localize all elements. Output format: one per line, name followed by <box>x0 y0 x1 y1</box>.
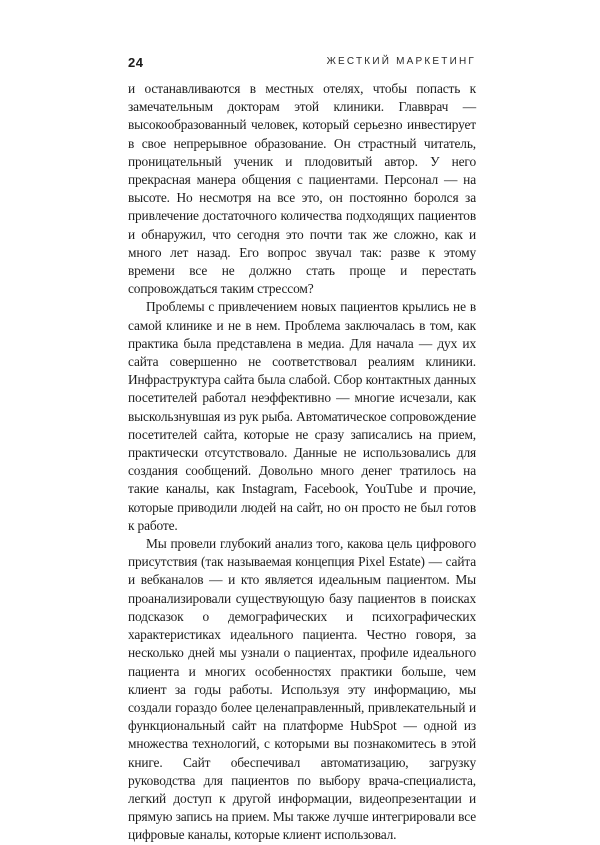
paragraph-1: и останавливаются в местных отелях, чтобы попасть к замечательным докторам этой клиники. Главврач — высокообразованный человек, который серьезно инвестирует в свое непрерывное образование. Он страстный читатель, проницательный ученик и плодовитый автор. У него прекрасная манера общения с пациентами. Персонал — на высоте. Но несмотря на все это, он постоянно боролся за привлечение достаточного количества подходящих пациентов и обнаружил, что сегодня это почти так же сложно, как и много лет назад. Его вопрос звучал так: разве к этому времени все не должно стать проще и перестать сопровождаться таким стрессом? <box>128 81 476 297</box>
paragraph-3: Мы провели глубокий анализ того, какова цель цифрового присутствия (так называемая концепция Pixel Estate) — сайта и вебканалов — и кто является идеальным пациентом. Мы проанализировали существующую базу пациентов в поисках подсказок о демографических и психографических характеристиках идеального пациента. Честно говоря, за несколько дней мы узнали о пациентах, профиле идеального пациента и многих особенностях практики больше, чем клиент за годы работы. Используя эту информацию, мы создали гораздо более целенаправленный, привлекательный и функциональный сайт на платформе HubSpot — одной из множества технологий, с которыми вы познакомитесь в этой книге. Сайт обеспечивал автоматизацию, загрузку руководства для пациентов по выбору врача-специалиста, легкий доступ к другой информации, видеопрезентации и прямую запись на прием. Мы также лучше интегрировали все цифровые каналы, которые клиент использовал. <box>128 536 476 843</box>
running-header <box>128 55 476 73</box>
page-number: 24 <box>128 55 144 70</box>
body-text <box>128 80 476 845</box>
book-title: ЖЕСТКИЙ МАРКЕТИНГ <box>326 56 476 67</box>
paragraph-2: Проблемы с привлечением новых пациентов крылись не в самой клинике и не в нем. Проблема заключалась в том, как практика была представлена в медиа. Для начала — дух их сайта совершенно не соответствовал реалиям клиники. Инфраструктура сайта была слабой. Сбор контактных данных посетителей работал неэффективно — многие исчезали, как выскользнувшая из рук рыба. Автоматическое сопровождение посетителей сайта, которые не сразу записались на прием, практически отсутствовало. Данные не использовались для создания сообщений. Довольно много денег тратилось на такие каналы, как Instagram, Facebook, YouTube и прочие, которые приводили людей на сайт, но он просто не был готов к работе. <box>128 299 476 533</box>
